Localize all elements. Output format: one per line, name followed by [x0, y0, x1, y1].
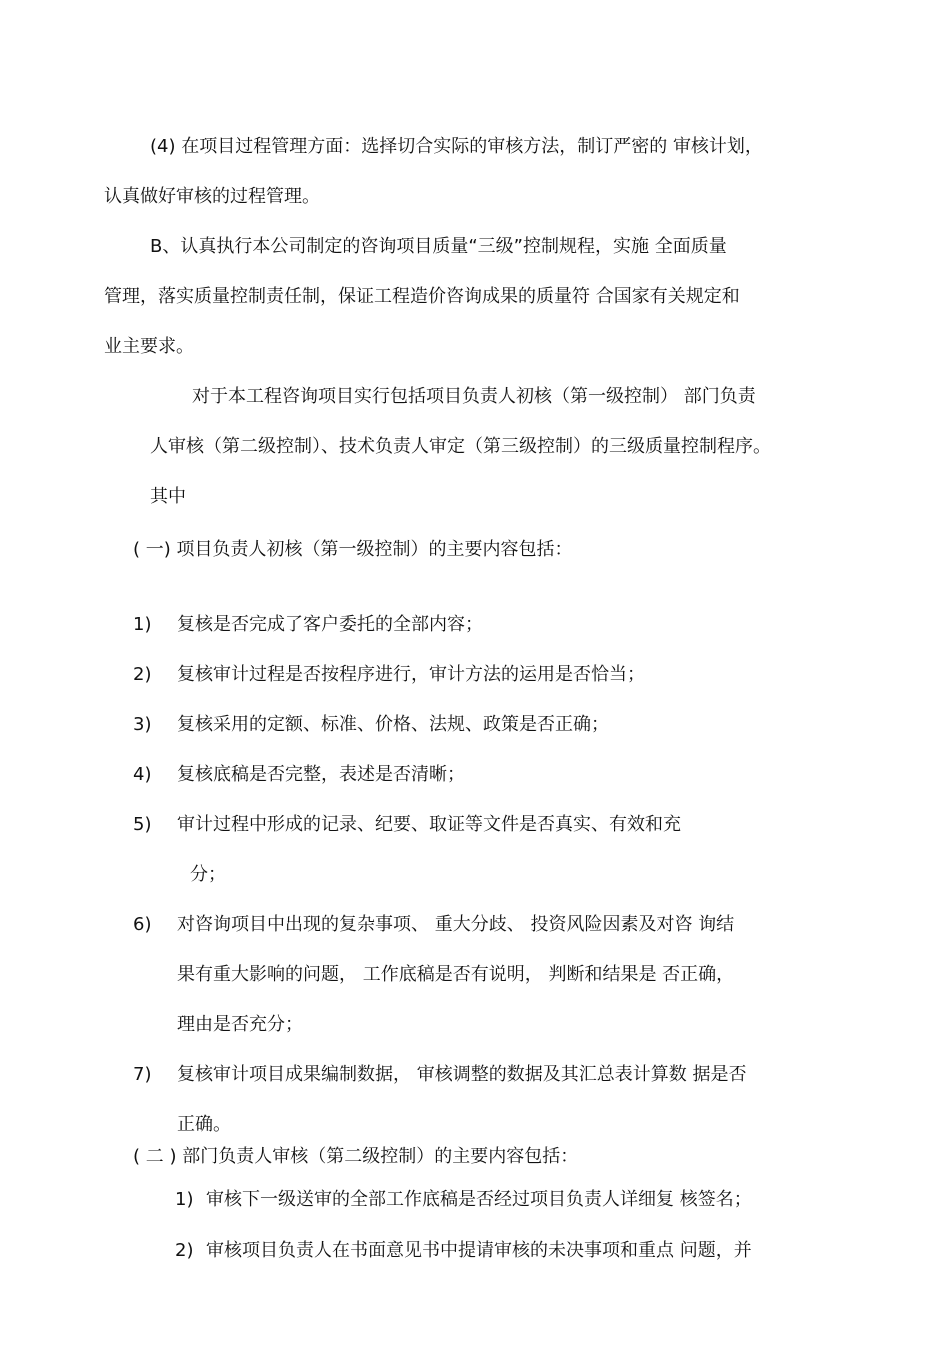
- paragraph-2-line-3: 业主要求。: [104, 336, 194, 357]
- section-1-heading: ( 一) 项目负责人初核（第一级控制）的主要内容包括：: [133, 539, 573, 560]
- paragraph-3-line-1: 对于本工程咨询项目实行包括项目负责人初核（第一级控制） 部门负责: [192, 386, 756, 407]
- paragraph-1-line-1: (4) 在项目过程管理方面：选择切合实际的审核方法，制订严密的 审核计划，: [150, 136, 763, 157]
- list-item-text: 复核底稿是否完整，表述是否清晰；: [177, 764, 465, 785]
- list-item-text: 复核审计项目成果编制数据， 审核调整的数据及其汇总表计算数 据是否: [177, 1064, 747, 1085]
- list-item-number: 2): [175, 1240, 194, 1261]
- paragraph-2-line-2: 管理，落实质量控制责任制，保证工程造价咨询成果的质量符 合国家有关规定和: [104, 286, 740, 307]
- paragraph-3-line-2: 人审核（第二级控制）、技术负责人审定（第三级控制）的三级质量控制程序。: [150, 436, 771, 457]
- list-item-text-continuation: 理由是否充分；: [177, 1014, 303, 1035]
- list-item-text-continuation: 分；: [190, 864, 226, 885]
- list-item-text: 复核是否完成了客户委托的全部内容；: [177, 614, 483, 635]
- paragraph-1-line-2: 认真做好审核的过程管理。: [104, 186, 320, 207]
- list-item-number: 2): [133, 664, 152, 685]
- list-item-number: 6): [133, 914, 152, 935]
- list-item-text: 复核审计过程是否按程序进行，审计方法的运用是否恰当；: [177, 664, 645, 685]
- list-item-number: 1): [133, 614, 152, 635]
- list-item-text: 审核下一级送审的全部工作底稿是否经过项目负责人详细复 核签名；: [206, 1189, 752, 1210]
- list-item-number: 7): [133, 1064, 152, 1085]
- list-item-text-continuation: 果有重大影响的问题， 工作底稿是否有说明， 判断和结果是 否正确，: [177, 964, 735, 985]
- paragraph-2-line-1: B、认真执行本公司制定的咨询项目质量“三级”控制规程，实施 全面质量: [150, 236, 727, 257]
- list-item-number: 4): [133, 764, 152, 785]
- list-item-text: 审计过程中形成的记录、纪要、取证等文件是否真实、有效和充: [177, 814, 681, 835]
- list-item-number: 1): [175, 1189, 194, 1210]
- list-item-text: 复核采用的定额、标准、价格、法规、政策是否正确；: [177, 714, 609, 735]
- list-item-text-continuation: 正确。: [177, 1114, 231, 1135]
- list-item-number: 3): [133, 714, 152, 735]
- list-item-number: 5): [133, 814, 152, 835]
- section-2-heading: ( 二 ) 部门负责人审核（第二级控制）的主要内容包括：: [133, 1146, 579, 1167]
- paragraph-3-line-3: 其中: [150, 486, 186, 507]
- list-item-text: 对咨询项目中出现的复杂事项、 重大分歧、 投资风险因素及对咨 询结: [177, 914, 735, 935]
- list-item-text: 审核项目负责人在书面意见书中提请审核的未决事项和重点 问题，并: [206, 1240, 752, 1261]
